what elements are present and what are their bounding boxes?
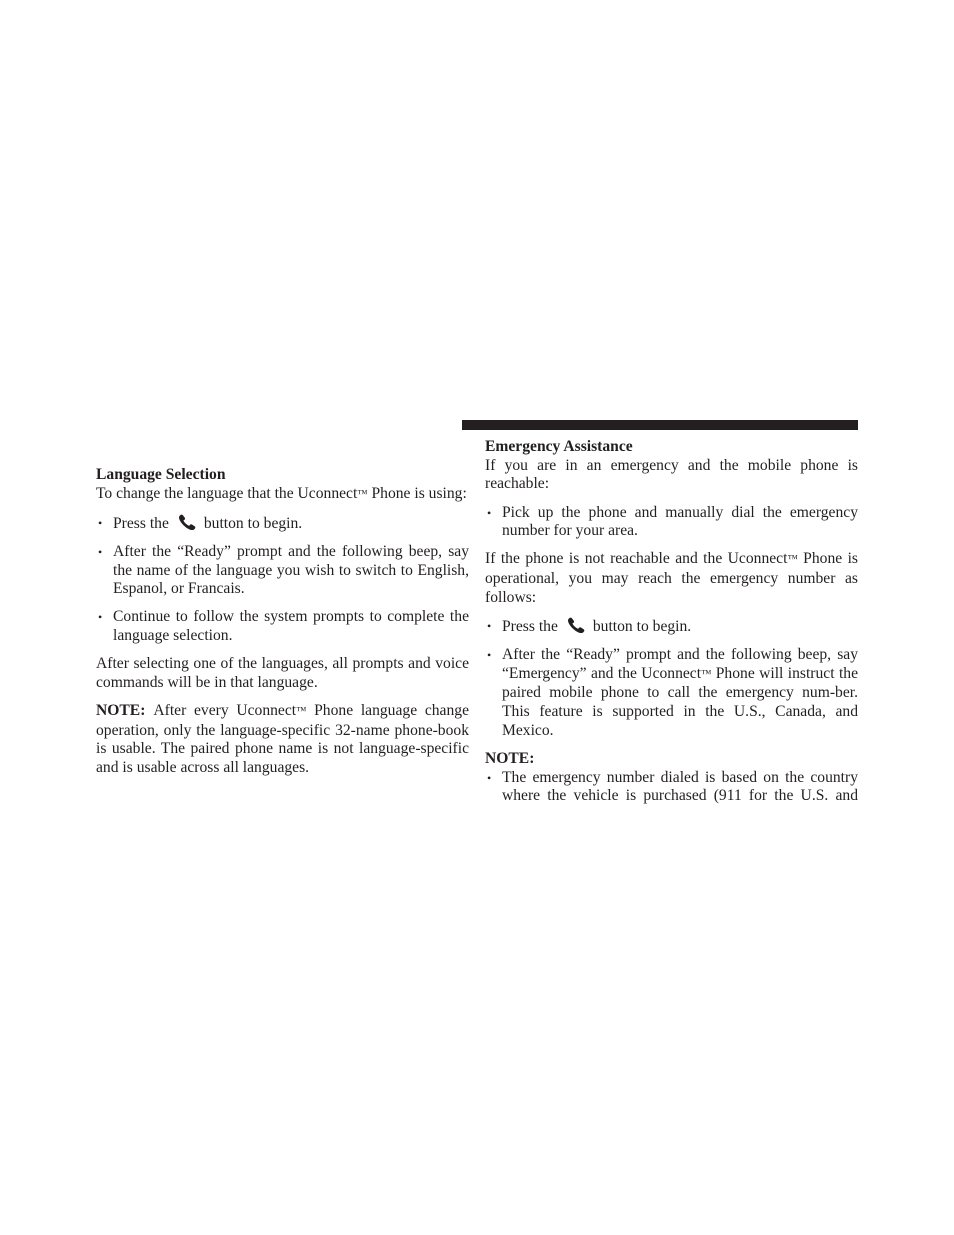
phone-handset-icon [178, 514, 198, 530]
left-column [96, 466, 469, 787]
emergency-not-reachable-paragraph: If the phone is not reachable and the Uconnect™ Phone is operational, you may reach the emergency number as follows: [485, 550, 858, 606]
list-item: • Press the button to begin. [485, 617, 858, 637]
language-note: NOTE: After every Uconnect™ Phone language change operation, only the language-specific 32-name phone-book is usable. The paired phone name is not language-specific and is usable across all languages. [96, 701, 469, 777]
note-label: NOTE: [96, 701, 146, 719]
list-item: • Pick up the phone and manually dial the emergency number for your area. [485, 504, 858, 541]
list-item: • After the “Ready” prompt and the following beep, say “Emergency” and the Uconnect™ Phone will instruct the paired mobile phone to call the emergency num-ber. This feature is supported in the U.S., Canada, and Mexico. [485, 646, 858, 741]
language-after-paragraph: After selecting one of the languages, all prompts and voice commands will be in that language. [96, 655, 469, 691]
language-selection-heading: Language Selection [96, 466, 226, 483]
list-item: • Press the button to begin. [96, 514, 469, 534]
language-intro: To change the language that the Uconnect™ Phone is using: [96, 484, 467, 502]
language-steps-list [96, 514, 469, 646]
note-list [485, 769, 858, 806]
list-item: • The emergency number dialed is based on the country where the vehicle is purchased (911 for the U.S. and [485, 769, 858, 806]
note-heading: NOTE: [485, 749, 535, 767]
emergency-intro: If you are in an emergency and the mobile phone is reachable: [485, 456, 858, 493]
phone-handset-icon [567, 617, 587, 633]
section-divider-bar [462, 420, 858, 430]
emergency-steps-list [485, 617, 858, 741]
emergency-assistance-heading: Emergency Assistance [485, 438, 633, 455]
list-item: • After the “Ready” prompt and the following beep, say the name of the language you wish to switch to English, Espanol, or Francais. [96, 543, 469, 599]
emergency-reachable-list [485, 504, 858, 541]
right-column [485, 438, 858, 815]
list-item: • Continue to follow the system prompts to complete the language selection. [96, 608, 469, 645]
